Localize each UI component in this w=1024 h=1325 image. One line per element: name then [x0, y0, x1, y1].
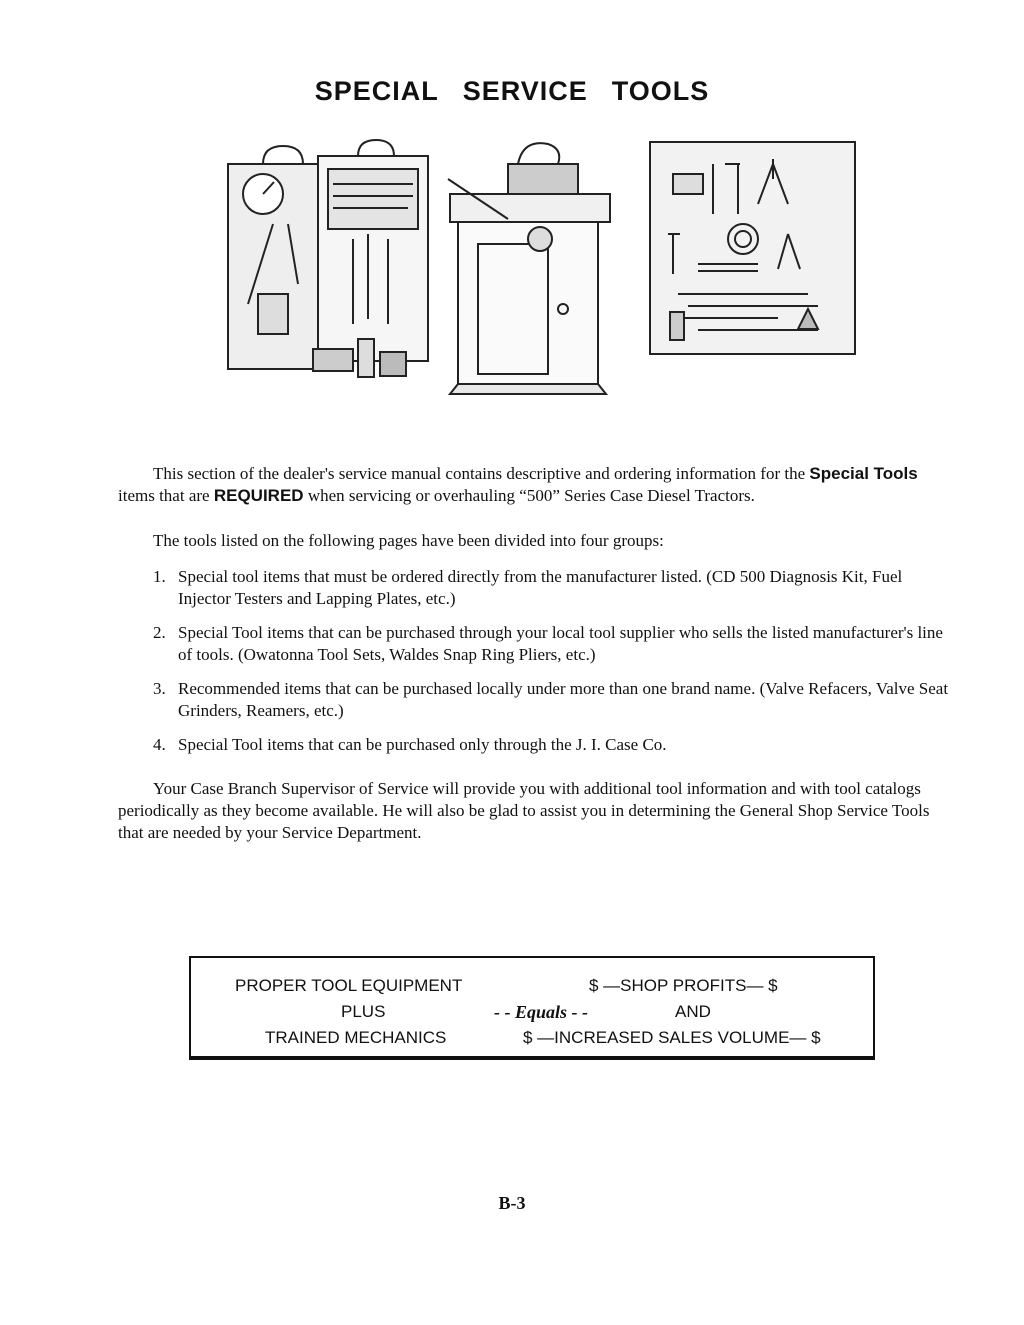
title-word-1: SPECIAL — [314, 76, 439, 106]
groups-list — [153, 566, 956, 768]
groups-intro: The tools listed on the following pages have been divided into four groups: — [153, 531, 664, 550]
intro-paragraph — [118, 463, 956, 507]
motto-box — [189, 956, 875, 1060]
motto-equals: - - Equals - - — [494, 1002, 588, 1022]
intro-bold-required: REQUIRED — [213, 486, 304, 505]
title-word-2: SERVICE — [462, 76, 588, 106]
list-item-text: Special tool items that must be ordered directly from the manufacturer listed. (CD 500 Diagnosis Kit, Fuel Injector Testers and Lapping Plates, etc.) — [178, 567, 903, 608]
list-item-text: Special Tool items that can be purchased only through the J. I. Case Co. — [178, 735, 667, 754]
intro-text-b: items that are — [118, 486, 214, 505]
list-item — [153, 622, 956, 666]
list-item-number: 1. — [153, 567, 166, 586]
intro-text-a: This section of the dealer's service manual contains descriptive and ordering information for the — [153, 464, 810, 483]
list-item — [153, 566, 956, 610]
closing-paragraph: Your Case Branch Supervisor of Service will provide you with additional tool information and with tool catalogs periodically as they become available. He will also be glad to assist you in determining the General Shop Service Tools that are needed by your Service Department. — [118, 779, 930, 842]
list-item-text: Special Tool items that can be purchased through your local tool supplier who sells the listed manufacturer's line of tools. (Owatonna Tool Sets, Waldes Snap Ring Pliers, etc.) — [178, 623, 943, 664]
intro-bold-special-tools: Special Tools — [809, 464, 918, 483]
motto-right-1: $ —SHOP PROFITS— $ — [589, 976, 778, 995]
list-item — [153, 678, 956, 722]
list-item — [153, 734, 956, 756]
list-item-number: 3. — [153, 679, 166, 698]
motto-left-3: TRAINED MECHANICS — [265, 1028, 447, 1047]
list-item-number: 4. — [153, 735, 166, 754]
page-title — [0, 76, 1024, 107]
motto-right-3: $ —INCREASED SALES VOLUME— $ — [523, 1028, 821, 1047]
list-item-number: 2. — [153, 623, 166, 642]
tool-cabinets-illustration — [218, 134, 868, 414]
motto-right-2: AND — [675, 1002, 711, 1021]
motto-left-2: PLUS — [341, 1002, 386, 1021]
intro-text-c: when servicing or overhauling “500” Series Case Diesel Tractors. — [303, 486, 755, 505]
title-word-3: TOOLS — [611, 76, 710, 106]
list-item-text: Recommended items that can be purchased locally under more than one brand name. (Valve Refacers, Valve Seat Grinders, Reamers, etc.) — [178, 679, 949, 720]
page-number: B-3 — [498, 1193, 526, 1213]
motto-left-1: PROPER TOOL EQUIPMENT — [235, 976, 463, 995]
